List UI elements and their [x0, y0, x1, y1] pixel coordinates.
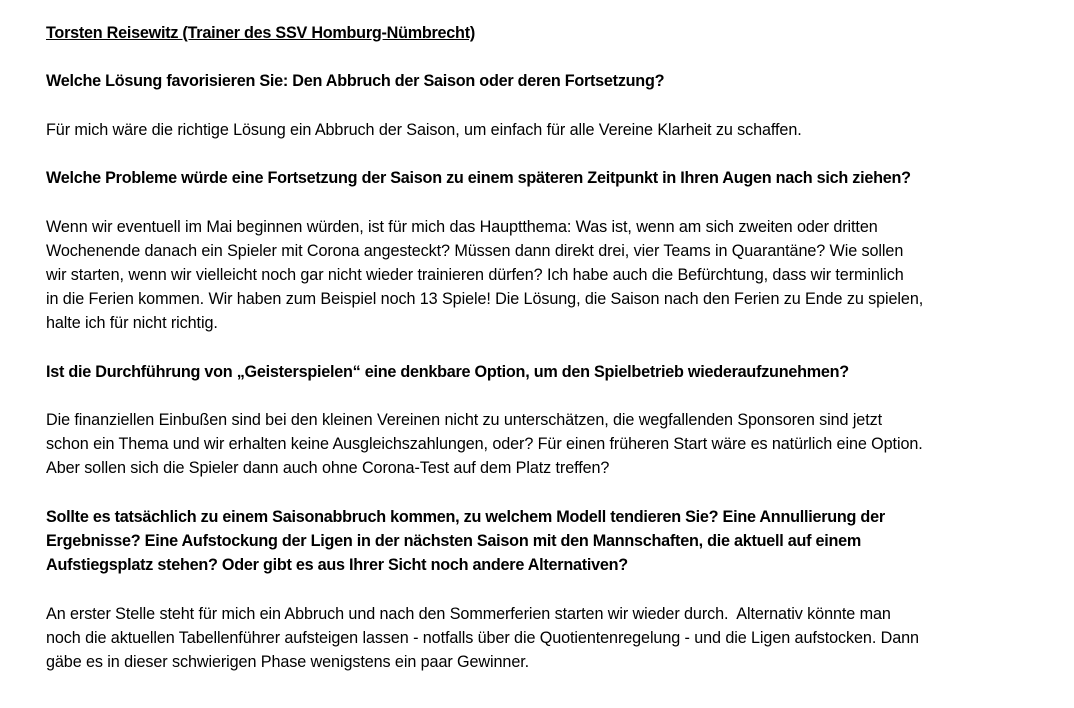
question-4-line-1: Sollte es tatsächlich zu einem Saisonabbruch kommen, zu welchem Modell tendieren Sie? Eine Annullierung der	[46, 507, 885, 526]
document-title: Torsten Reisewitz (Trainer des SSV Homburg-Nümbrecht)	[46, 24, 475, 42]
answer-2-line-3: wir starten, wenn wir vielleicht noch gar nicht wieder trainieren dürfen? Ich habe auch die Befürchtung, dass wir terminlich	[46, 265, 904, 284]
spacer	[46, 577, 1056, 601]
qa-section-1	[46, 69, 1056, 142]
answer-3-line-2: schon ein Thema und wir erhalten keine Ausgleichszahlungen, oder? Für einen früheren Start wäre es natürlich eine Option.	[46, 435, 923, 454]
answer-1-line-1: Für mich wäre die richtige Lösung ein Abbruch der Saison, um einfach für alle Vereine Klarheit zu schaffen.	[46, 120, 802, 139]
document-body	[46, 21, 1056, 674]
question-4-line-3: Aufstiegsplatz stehen? Oder gibt es aus Ihrer Sicht noch andere Alternativen?	[46, 556, 628, 575]
spacer	[46, 94, 1056, 118]
spacer	[46, 481, 1056, 505]
answer-2-line-1: Wenn wir eventuell im Mai beginnen würden, ist für mich das Hauptthema: Was ist, wenn am sich zweiten oder dritten	[46, 217, 878, 236]
spacer	[46, 142, 1056, 166]
qa-section-3	[46, 360, 1056, 481]
qa-section-2	[46, 166, 1056, 335]
answer-2-line-4: in die Ferien kommen. Wir haben zum Beispiel noch 13 Spiele! Die Lösung, die Saison nach den Ferien zu Ende zu spielen,	[46, 290, 924, 309]
question-3-line-1: Ist die Durchführung von „Geisterspielen“ eine denkbare Option, um den Spielbetrieb wiederaufzunehmen?	[46, 362, 849, 381]
answer-4-line-2: noch die aktuellen Tabellenführer aufsteigen lassen - notfalls über die Quotientenregelung - und die Ligen aufstocken. Dann	[46, 628, 919, 647]
spacer	[46, 335, 1056, 359]
answer-3-line-3: Aber sollen sich die Spieler dann auch ohne Corona-Test auf dem Platz treffen?	[46, 459, 610, 478]
spacer	[46, 45, 1056, 69]
question-4-line-2: Ergebnisse? Eine Aufstockung der Ligen in der nächsten Saison mit den Mannschaften, die aktuell auf einem	[46, 531, 862, 550]
answer-2-line-2: Wochenende danach ein Spieler mit Corona angesteckt? Müssen dann direkt drei, vier Teams in Quarantäne? Wie sollen	[46, 241, 904, 260]
answer-3-line-1: Die finanziellen Einbußen sind bei den kleinen Vereinen nicht zu unterschätzen, die wegfallenden Sponsoren sind jetzt	[46, 411, 883, 429]
question-1-line-1: Welche Lösung favorisieren Sie: Den Abbruch der Saison oder deren Fortsetzung?	[46, 72, 665, 91]
spacer	[46, 384, 1056, 408]
qa-section-4	[46, 505, 1056, 674]
spacer	[46, 190, 1056, 214]
answer-4-line-3: gäbe es in dieser schwierigen Phase wenigstens ein paar Gewinner.	[46, 652, 530, 671]
answer-4-line-1: An erster Stelle steht für mich ein Abbruch und nach den Sommerferien starten wir wieder durch. Alternativ könnte man	[46, 604, 891, 623]
answer-2-line-5: halte ich für nicht richtig.	[46, 314, 218, 333]
question-2-line-1: Welche Probleme würde eine Fortsetzung der Saison zu einem späteren Zeitpunkt in Ihren Augen nach sich ziehen?	[46, 169, 911, 188]
